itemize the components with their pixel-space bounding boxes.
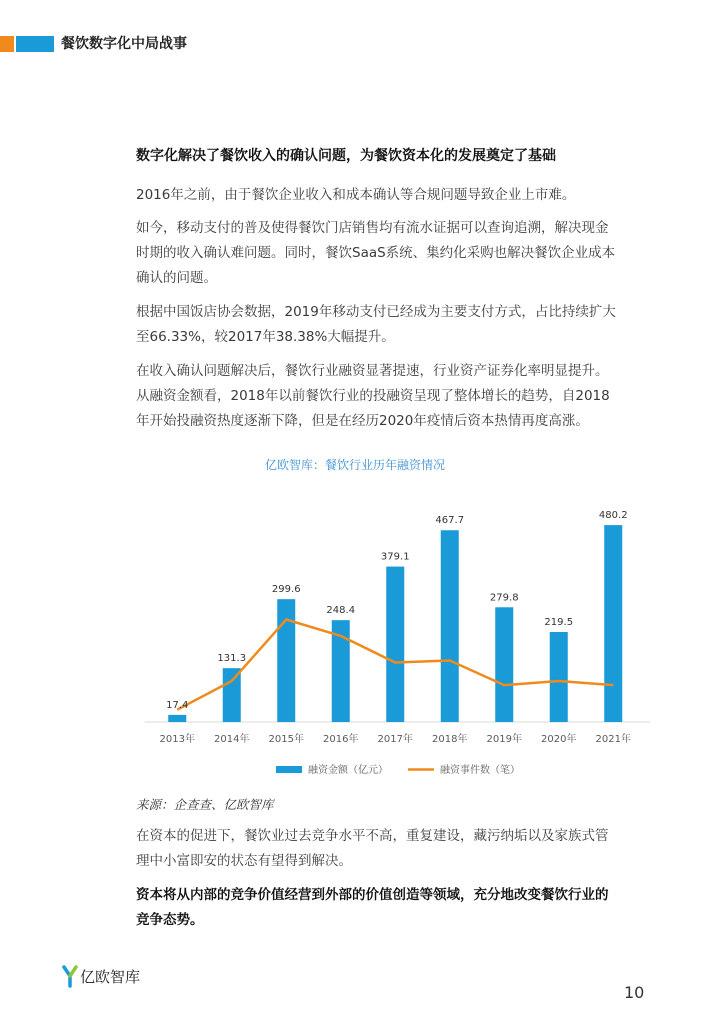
paragraph-line: 确认的问题。 [136, 270, 217, 286]
legend-line-label: 融资事件数（笔） [440, 765, 520, 776]
paragraph-line: 至66.33%，较2017年38.38%大幅提升。 [136, 329, 395, 345]
bar-6 [495, 607, 513, 722]
data-label-2: 299.6 [271, 584, 301, 596]
legend-bar-label: 融资金额（亿元） [308, 765, 388, 776]
paragraph-line: 竞争态势。 [136, 912, 204, 928]
data-label-5: 467.7 [435, 515, 465, 527]
paragraph-line: 根据中国饭店协会数据，2019年移动支付已经成为主要支付方式，占比持续扩大 [136, 304, 616, 320]
header-orange-mark [0, 36, 14, 52]
section-title: 数字化解决了餐饮收入的确认问题，为餐饮资本化的发展奠定了基础 [136, 148, 556, 164]
bar-0 [168, 715, 186, 722]
paragraph-line: 在收入确认问题解决后，餐饮行业融资显著提速，行业资产证券化率明显提升。 [136, 363, 609, 379]
x-tick-label-6: 2019年 [486, 734, 522, 745]
x-tick-label-1: 2014年 [214, 734, 250, 745]
source-note: 来源：企查查、亿欧智库 [136, 797, 274, 812]
financing-chart [140, 500, 660, 790]
paragraph-line: 年开始投融资热度逐渐下降，但是在经历2020年疫情后资本热情再度高涨。 [136, 413, 589, 429]
paragraph-1 [136, 183, 656, 208]
x-tick-label-0: 2013年 [159, 734, 195, 745]
data-label-4: 379.1 [380, 551, 410, 563]
x-tick-label-8: 2021年 [595, 734, 631, 745]
paragraph-4 [136, 359, 656, 434]
bar-2 [277, 599, 295, 722]
after-paragraph [136, 824, 656, 874]
paragraph-3 [136, 300, 656, 350]
bar-1 [223, 668, 241, 722]
paragraph-line: 时期的收入确认难问题。同时，餐饮SaaS系统、集约化采购也解决餐饮企业成本 [136, 245, 616, 261]
data-label-8: 480.2 [598, 510, 628, 522]
page-number: 10 [624, 983, 645, 1002]
paragraph-line: 资本将从内部的竞争价值经营到外部的价值创造等领域，充分地改变餐饮行业的 [136, 887, 609, 903]
footer-logo-text: 亿欧智库 [80, 968, 141, 986]
data-label-1: 131.3 [217, 653, 247, 665]
bar-7 [550, 632, 568, 722]
bar-5 [441, 530, 459, 722]
data-label-7: 219.5 [544, 617, 574, 629]
paragraph-line: 理中小富即安的状态有望得到解决。 [136, 853, 352, 869]
data-label-0: 17.4 [166, 699, 189, 711]
paragraph-line: 从融资金额看，2018年以前餐饮行业的投融资呈现了整体增长的趋势，自2018 [136, 388, 610, 404]
paragraph-line: 在资本的促进下，餐饮业过去竞争水平不高，重复建设，藏污纳垢以及家族式管 [136, 828, 609, 844]
paragraph-line: 如今，移动支付的普及使得餐饮门店销售均有流水证据可以查询追溯，解决现金 [136, 220, 609, 236]
x-tick-label-4: 2017年 [377, 734, 413, 745]
x-tick-label-3: 2016年 [323, 734, 359, 745]
x-tick-label-7: 2020年 [541, 734, 577, 745]
conclusion-paragraph [136, 883, 656, 933]
header-blue-mark [16, 36, 54, 52]
header-title: 餐饮数字化中局战事 [61, 36, 187, 52]
bar-8 [604, 525, 622, 722]
chart-title: 亿欧智库：餐饮行业历年融资情况 [264, 458, 445, 472]
legend-bar-swatch [276, 766, 302, 773]
x-tick-label-5: 2018年 [432, 734, 468, 745]
data-label-6: 279.8 [489, 592, 519, 604]
paragraph-2 [136, 216, 656, 291]
data-label-3: 248.4 [326, 605, 356, 617]
x-tick-label-2: 2015年 [268, 734, 304, 745]
bar-4 [386, 567, 404, 722]
paragraph-line: 2016年之前，由于餐饮企业收入和成本确认等合规问题导致企业上市难。 [136, 187, 576, 203]
